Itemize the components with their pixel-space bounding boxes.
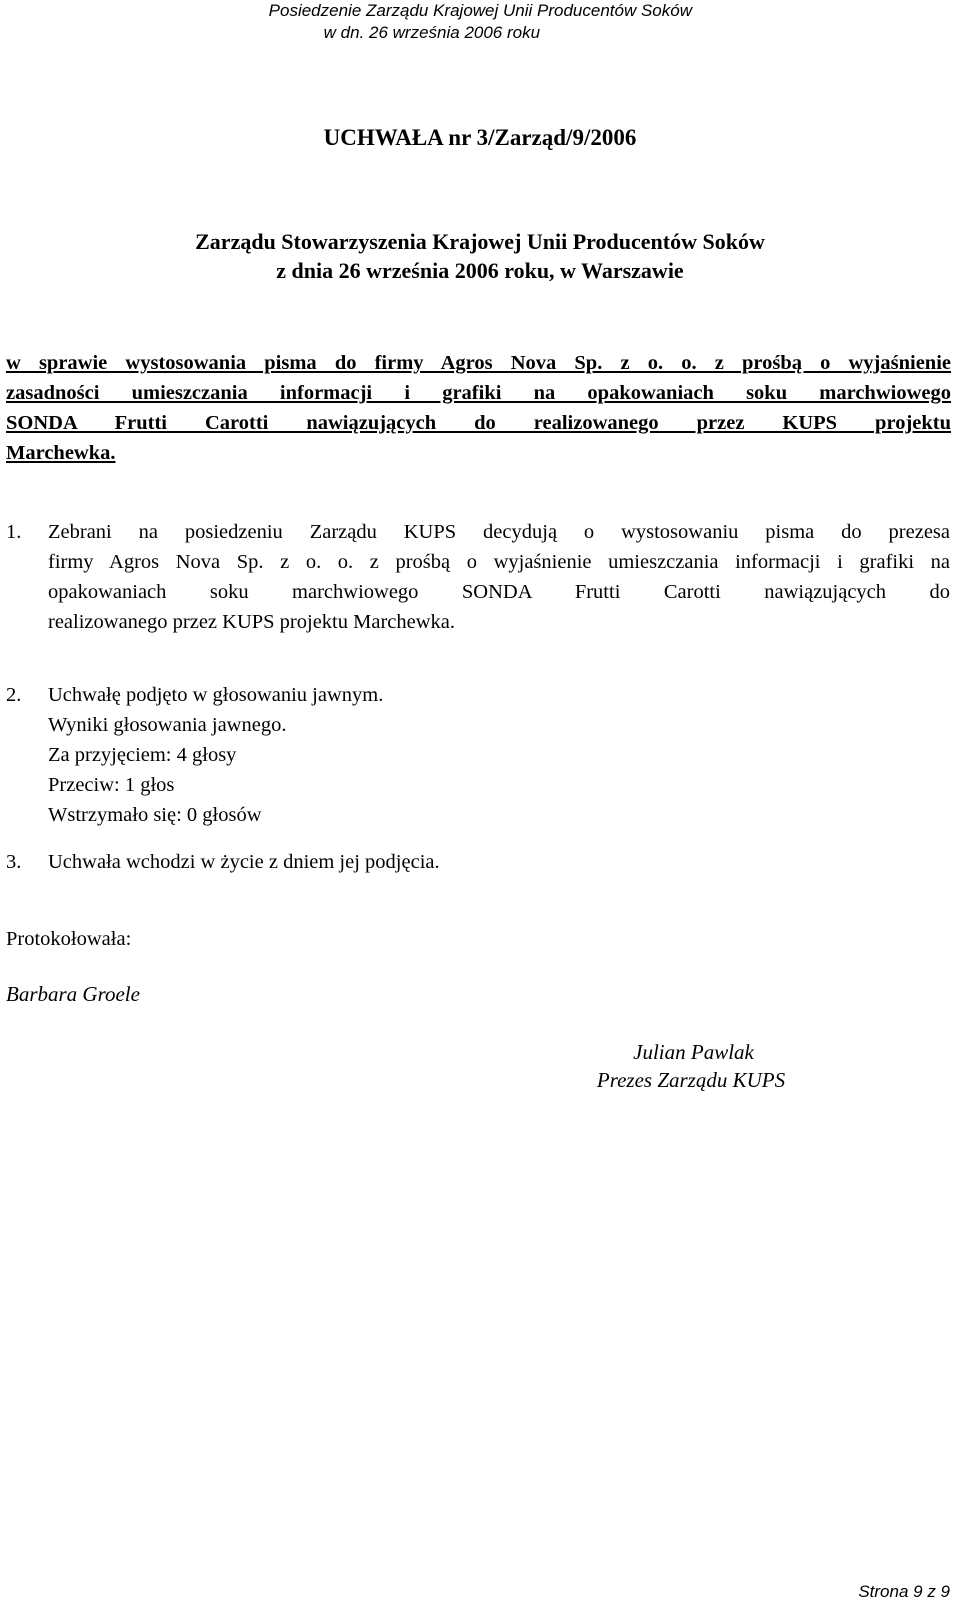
point-1-text [48,517,950,637]
point-1-line: opakowaniach soku marchwiowego SONDA Frutti Carotti nawiązujących do [48,581,950,603]
vote-for: Za przyjęciem: 4 głosy [48,744,237,766]
point-2-line: Uchwałę podjęto w głosowaniu jawnym. [48,684,384,706]
recorder-name: Barbara Groele [6,982,140,1006]
resolution-subtitle-1: Zarządu Stowarzyszenia Krajowej Unii Producentów Soków [195,229,765,254]
president-title: Prezes Zarządu KUPS [596,1068,786,1092]
resolution-subject [6,348,951,468]
header-line-1: Posiedzenie Zarządu Krajowej Unii Producentów Soków [268,1,692,20]
recorder-label: Protokołowała: [6,928,132,950]
point-2-number: 2. [6,684,22,706]
subject-line: Marchewka. [6,442,116,464]
vote-against: Przeciw: 1 głos [48,774,175,796]
point-1-line: realizowanego przez KUPS projektu Marchewka. [48,611,455,633]
vote-abstain: Wstrzymało się: 0 głosów [48,804,262,826]
subject-line: SONDA Frutti Carotti nawiązujących do realizowanego przez KUPS projektu [6,412,951,434]
subject-line: w sprawie wystosowania pisma do firmy Agros Nova Sp. z o. o. z prośbą o wyjaśnienie [6,352,951,374]
header-line-2: w dn. 26 września 2006 roku [323,23,541,42]
point-1-line: Zebrani na posiedzeniu Zarządu KUPS decydują o wystosowaniu pisma do prezesa [48,521,950,543]
resolution-title: UCHWAŁA nr 3/Zarząd/9/2006 [323,125,637,150]
point-3-text: Uchwała wchodzi w życie z dniem jej podjęcia. [48,851,440,873]
page-header [269,0,692,44]
point-2-line: Wyniki głosowania jawnego. [48,714,287,736]
president-name: Julian Pawlak [633,1040,754,1064]
point-2-text [48,680,950,830]
resolution-subtitle-2: z dnia 26 września 2006 roku, w Warszawie [276,258,684,283]
point-3-number: 3. [6,851,22,873]
point-1-number: 1. [6,521,22,543]
subject-line: zasadności umieszczania informacji i grafiki na opakowaniach soku marchwiowego [6,382,951,404]
point-1-line: firmy Agros Nova Sp. z o. o. z prośbą o wyjaśnienie umieszczania informacji i grafiki na [48,551,950,573]
page-number: Strona 9 z 9 [858,1582,950,1601]
